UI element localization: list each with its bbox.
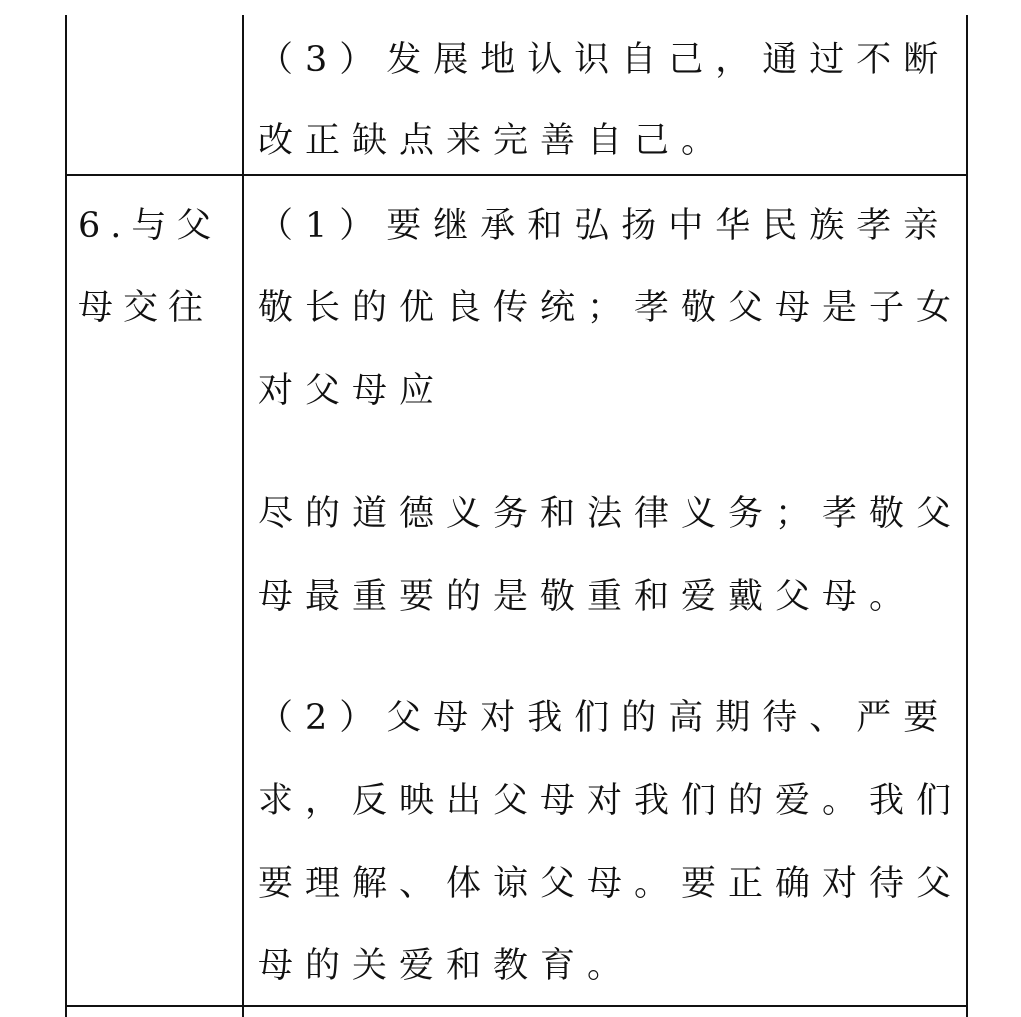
topic-line: 母交往	[78, 288, 214, 328]
table-border-left	[65, 15, 67, 1017]
content-line: 母最重要的是敬重和爱戴父母。	[258, 577, 917, 617]
row-divider-bottom	[65, 1005, 968, 1007]
content-line: 尽的道德义务和法律义务；孝敬父	[258, 494, 964, 534]
row-divider	[65, 174, 968, 176]
table-border-right	[966, 15, 968, 1017]
content-line: 对父母应	[258, 371, 447, 411]
table-column-divider	[242, 15, 244, 1017]
content-line: 要理解、体谅父母。要正确对待父	[258, 864, 964, 904]
content-line: 母的关爱和教育。	[258, 946, 635, 986]
content-line: （2）父母对我们的高期待、严要	[258, 698, 951, 738]
topic-line: 6.与父	[78, 206, 222, 246]
content-line: （1）要继承和弘扬中华民族孝亲	[258, 206, 951, 246]
content-line: 改正缺点来完善自己。	[258, 121, 729, 161]
content-line: （3）发展地认识自己，通过不断	[258, 40, 951, 80]
content-line: 求，反映出父母对我们的爱。我们	[258, 781, 964, 821]
content-line: 敬长的优良传统；孝敬父母是子女	[258, 288, 964, 328]
